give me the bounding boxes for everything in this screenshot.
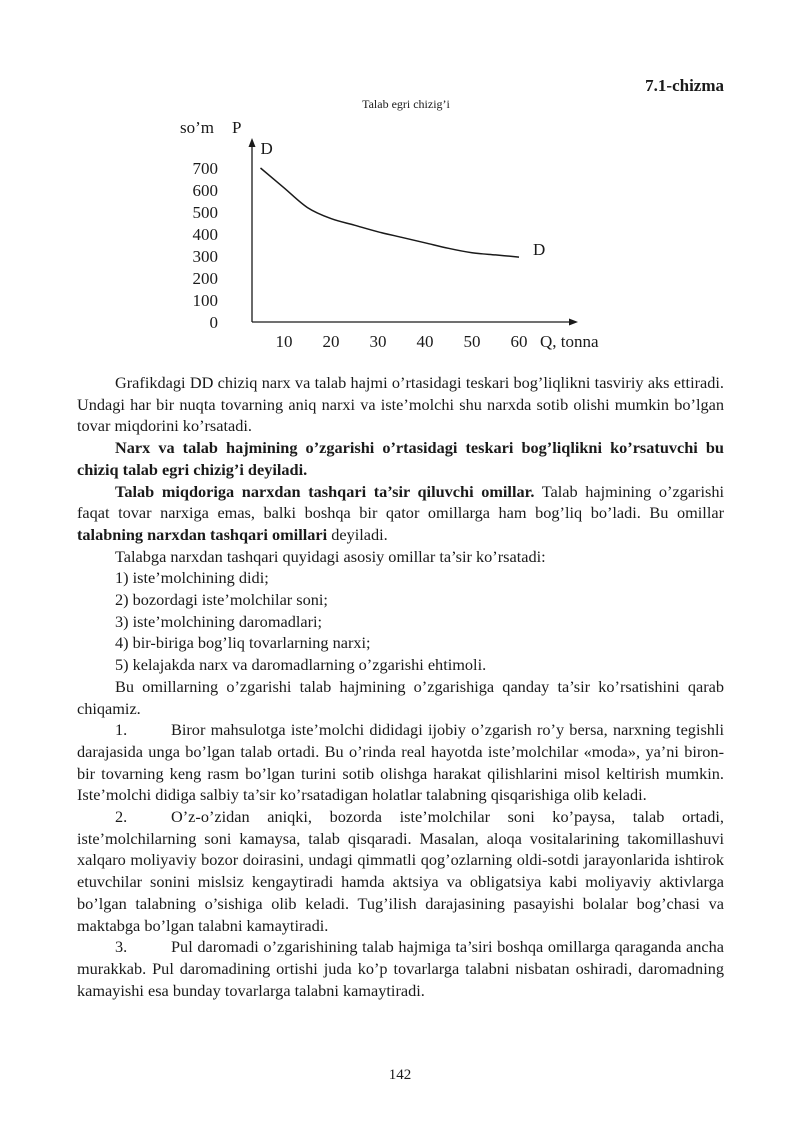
demand-curve-chart [0, 0, 800, 360]
curve-end-label: D [533, 240, 546, 260]
paragraph-n3 [77, 936, 724, 1001]
text-run: 2) bozordagi iste’molchilar soni; [115, 590, 328, 610]
paragraph-p2 [77, 437, 724, 480]
bold-text-run: Talab miqdoriga narxdan tashqari ta’sir qiluvchi omillar. [115, 481, 535, 501]
x-tick-label: 40 [416, 332, 434, 351]
paragraph-p4 [77, 546, 724, 568]
paragraph-p5 [77, 676, 724, 719]
y-tick-label: 400 [192, 225, 218, 244]
paragraph-n2 [77, 806, 724, 936]
y-axis-arrow-icon [249, 138, 256, 147]
text-run: O’z-o’zidan aniqki, bozorda iste’molchilar soni ko’paysa, talab ortadi, iste’molchilarning soni kamaysa, talab qisqaradi. Masalan, aloqa vositalarining takomillashuvi xalqaro moliyaviy bozor doirasini, undagi qimmatli qog’ozlarning oldi-sotdi jarayonlarida ishtirok etuvchilar sonini mislsiz kengaytiradi hamda aktsiya va obligatsiya kabi moliyaviy aktivlarga bo’lgan talabning o’sishiga olib keladi. Tug’ilish darajasining pasayishi bolalar bog’chasi va maktabga bo’lgan talabni kamaytiradi. [77, 807, 724, 935]
x-tick-label: 60 [510, 332, 528, 351]
bold-text-run: Narx va talab hajmining o’zgarishi o’rtasidagi teskari bog’liqlikni ko’rsatuvchi bu chiziq talab egri chizig’i deyiladi. [77, 438, 724, 479]
paragraph-l5 [77, 654, 724, 676]
text-run: Talab hajmining o’zgarishi faqat tovar narxiga emas, balki boshqa bir qator omillarga ham bog’liq bo’ladi. Bu omillar [77, 481, 724, 523]
bold-text-run: talabning narxdan tashqari omillari [77, 524, 328, 544]
paragraph-l1 [77, 567, 724, 589]
y-tick-label: 300 [192, 247, 218, 266]
paragraph-p1 [77, 372, 724, 437]
page-number: 142 [388, 1067, 412, 1083]
text-run: 4) bir-biriga bog’liq tovarlarning narxi; [115, 633, 371, 653]
y-tick-label: 600 [192, 181, 218, 200]
paragraph-n1 [77, 719, 724, 806]
text-run: 5) kelajakda narx va daromadlarning o’zgarishi ehtimoli. [115, 655, 487, 675]
y-axis-label: P [232, 118, 242, 137]
list-number: 1. [115, 720, 128, 740]
x-axis-arrow-icon [569, 319, 578, 326]
paragraph-l4 [77, 632, 724, 654]
x-tick-label: 50 [463, 332, 481, 351]
paragraph-l2 [77, 589, 724, 611]
text-run: Biror mahsulotga iste’molchi dididagi ijobiy o’zgarish ro’y bersa, narxning tegishli darajasida unga bo’lgan talab ortadi. Bu o’rinda real hayotda iste’molchilar «moda», ya’ni biron-bir tovarning keng rasm bo’lgan turini sotib olishga harakat qilishlarini misol keltirish mumkin. Iste’molchi didiga salbiy ta’sir ko’rsatadigan holatlar talabning qisqarishiga olib keladi. [77, 720, 724, 805]
x-tick-label: 10 [275, 332, 293, 351]
text-run: Pul daromadi o’zgarishining talab hajmiga ta’siri boshqa omillarga qaraganda ancha murakkab. Pul daromadining ortishi juda ko’p tovarlarga talabni nisbatan oshiradi, daromadning kamayishi esa bunday tovarlarga talabni kamaytiradi. [77, 937, 724, 1000]
text-run: Talabga narxdan tashqari quyidagi asosiy omillar ta’sir ko’rsatadi: [115, 546, 546, 566]
text-run: Grafikdagi DD chiziq narx va talab hajmi o’rtasidagi teskari bog’liqlikni tasviriy aks ettiradi. Undagi har bir nuqta tovarning aniq narxi va iste’molchi shu narxda sotib olishi mumkin bo’lgan tovar miqdorini ko’rsatadi. [77, 373, 724, 436]
y-tick-label: 500 [192, 203, 218, 222]
figure-label: 7.1-chizma [645, 76, 724, 95]
x-tick-label: 20 [322, 332, 340, 351]
text-run: deyiladi. [327, 524, 388, 544]
body-text [77, 372, 724, 1001]
x-tick-label: 30 [369, 332, 387, 351]
paragraph-l3 [77, 611, 724, 633]
y-tick-label: 100 [192, 291, 218, 310]
demand-curve-line [261, 168, 520, 257]
paragraph-p3 [77, 481, 724, 546]
y-tick-label: 200 [192, 269, 218, 288]
text-run: 3) iste’molchining daromadlari; [115, 611, 323, 631]
y-tick-label: 700 [192, 159, 218, 178]
list-number: 2. [115, 807, 128, 827]
curve-start-label: D [260, 139, 273, 158]
list-number: 3. [115, 937, 128, 957]
y-tick-label: 0 [209, 313, 218, 332]
text-run: Bu omillarning o’zgarishi talab hajmining o’zgarishiga qanday ta’sir ko’rsatishini qarab chiqamiz. [77, 676, 724, 718]
x-axis-label: Q, tonna [540, 332, 599, 351]
text-run: 1) iste’molchining didi; [115, 568, 269, 588]
y-axis-unit-label: so’m [180, 118, 214, 137]
chart-title: Talab egri chizig’i [362, 97, 450, 111]
